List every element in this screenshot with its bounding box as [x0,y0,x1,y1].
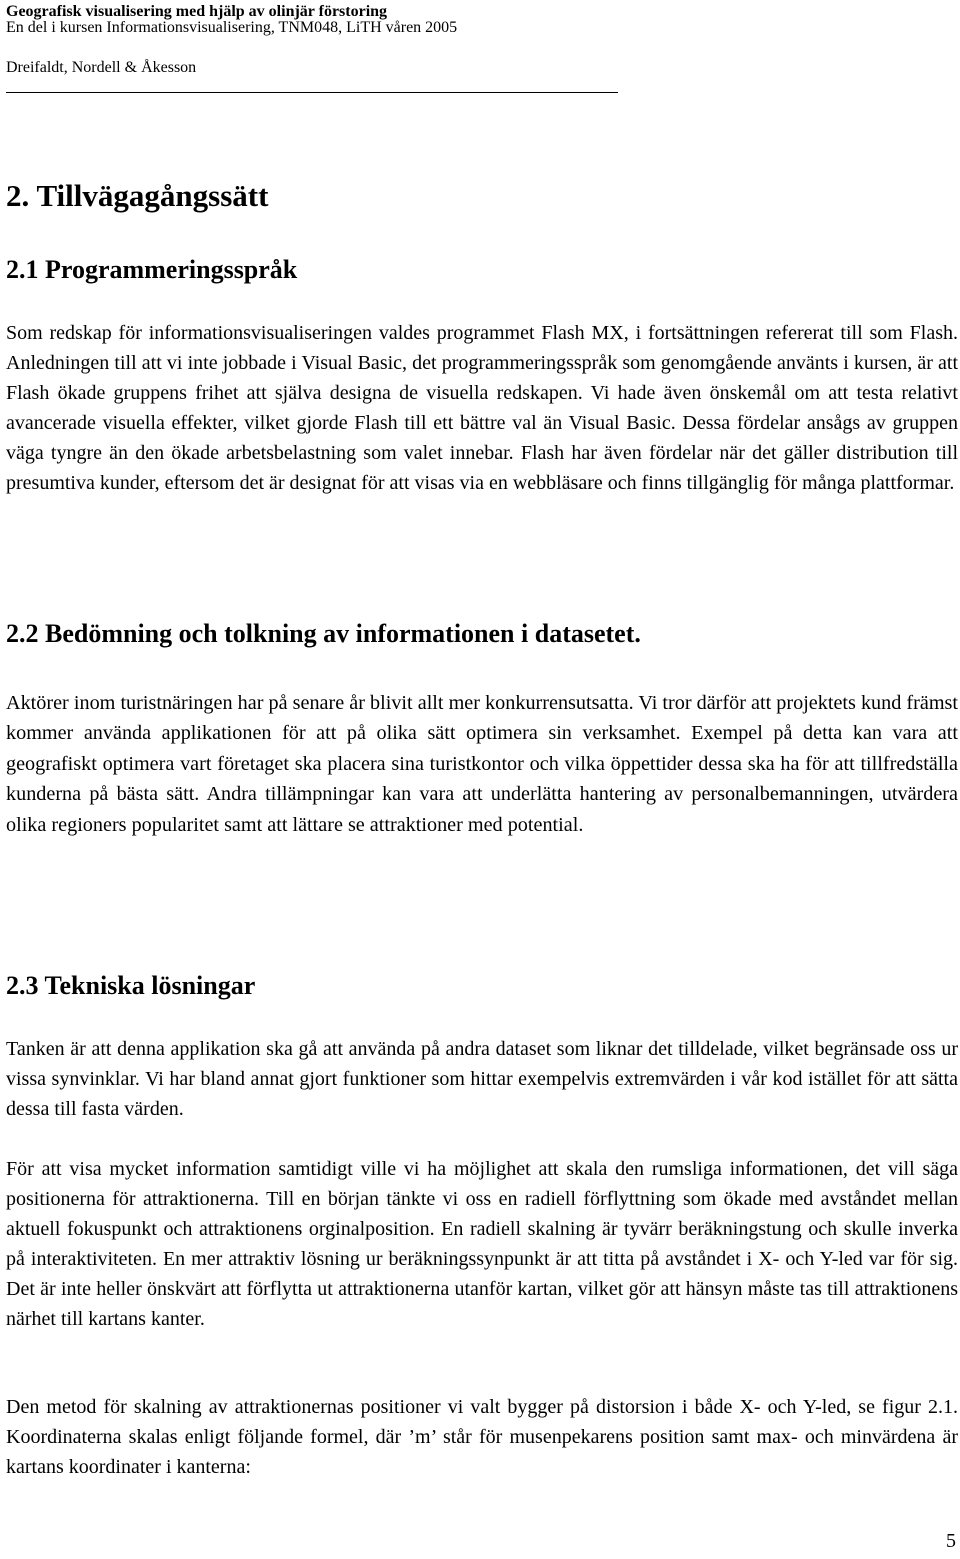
header-divider [6,92,618,93]
subsection-heading-2-1: 2.1 Programmeringsspråk [6,255,298,284]
running-header-authors: Dreifaldt, Nordell & Åkesson [6,59,197,76]
page-number: 5 [946,1530,956,1552]
paragraph-2-3-a: Tanken är att denna applikation ska gå att använda på andra dataset som liknar det tilldelade, vilket begränsade oss ur vissa synvinklar. Vi har bland annat gjort funktioner som hittar exempelvis extremvärden i vår kod istället för att sätta dessa till fasta värden. [6,1038,958,1120]
paragraph-2-2: Aktörer inom turistnäringen har på senare år blivit allt mer konkurrensutsatta. Vi tror därför att projektets kund främst kommer använda applikationen för att på olika sätt optimera sin verksamhet. Exempel på detta kan vara att geografiskt optimera vart företaget ska placera sina turistkontor och vilka öppettider dessa ska ha för att tillfredställa kunderna på bästa sätt. Andra tillämpningar kan vara att underlätta hantering av personalbemanningen, utvärdera olika regioners popularitet samt att lättare se attraktioner med potential. [6,692,958,836]
subsection-heading-2-3: 2.3 Tekniska lösningar [6,971,256,1000]
running-header-course: En del i kursen Informationsvisualisering, TNM048, LiTH våren 2005 [6,19,458,36]
paragraph-2-3-b: För att visa mycket information samtidigt ville vi ha möjlighet att skala den rumsliga informationen, det vill säga positionerna för attraktionerna. Till en början tänkte vi oss en radiell förflyttning som ökade med avståndet mellan aktuell fokuspunkt och attraktionens orginalposition. En radiell skalning är tyvärr beräkningstung och skulle inverka på interaktiviteten. En mer attraktiv lösning ur beräkningssynpunkt är att titta på avståndet i X- och Y-led var för sig. Det är inte heller önskvärt att förflytta ut attraktionerna utanför kartan, vilket gör att hänsyn måste tas till attraktionens närhet till kartans kanter. [6,1158,958,1330]
paragraph-2-1: Som redskap för informationsvisualiseringen valdes programmet Flash MX, i fortsättningen refererat till som Flash. Anledningen till att vi inte jobbade i Visual Basic, det programmeringsspråk som genomgående använts i kursen, är att Flash ökade gruppens frihet att själva designa de visuella redskapen. Vi hade även önskemål om att testa relativt avancerade visuella effekter, vilket gjorde Flash till ett bättre val än Visual Basic. Dessa fördelar ansågs av gruppen väga tyngre än den ökade arbetsbelastning som valet innebar. Flash har även fördelar när det gäller distribution till presumtiva kunder, eftersom det är designat för att visas via en webbläsare och finns tillgänglig för många plattformar. [6,322,958,494]
section-heading: 2. Tillvägagångssätt [6,178,269,213]
paragraph-2-3-c: Den metod för skalning av attraktionernas positioner vi valt bygger på distorsion i både X- och Y-led, se figur 2.1. Koordinaterna skalas enligt följande formel, där ’m’ står för musenpekarens position samt max- och minvärdena är kartans koordinater i kanterna: [6,1396,958,1478]
running-header-title: Geografisk visualisering med hjälp av olinjär förstoring [6,3,388,20]
subsection-heading-2-2: 2.2 Bedömning och tolkning av informationen i datasetet. [6,619,641,648]
